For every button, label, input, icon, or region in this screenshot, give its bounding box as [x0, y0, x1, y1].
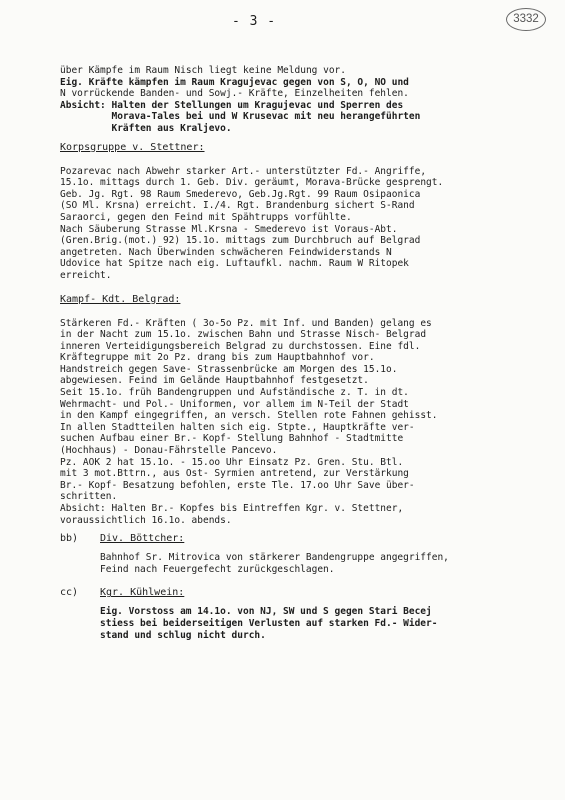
kampf-line: mit 3 mot.Bttrn., aus Ost- Syrmien antretend, zur Verstärkung	[60, 468, 409, 480]
kampf-line: Stärkeren Fd.- Kräften ( 3o-5o Pz. mit Inf. und Banden) gelang es	[60, 317, 432, 329]
intro-line: über Kämpfe im Raum Nisch liegt keine Meldung vor.	[60, 65, 346, 76]
boettcher-section	[60, 552, 560, 575]
kampf-line: Kräftegruppe mit 2o Pz. drang bis zum Hauptbahnhof vor.	[60, 352, 375, 364]
boettcher-line: Bahnhof Sr. Mitrovica von stärkerer Bandengruppe angegriffen,	[100, 552, 449, 564]
korps-line: Udovice hat Spitze nach eig. Luftaufkl. nachm. Raum W Ritopek	[60, 258, 409, 270]
kampf-line: (Hochhaus) - Donau-Fährstelle Pancevo.	[60, 445, 278, 457]
korps-section	[60, 166, 560, 282]
intro-line: N vorrückende Banden- und Sowj.- Kräfte, Einzelheiten fehlen.	[60, 88, 409, 100]
boettcher-heading: Div. Böttcher:	[100, 533, 185, 545]
kampf-line: abgewiesen. Feind im Gelände Hauptbahnhof festgesetzt.	[60, 375, 369, 387]
korps-line: (SO Ml. Krsna) erreicht. I./4. Rgt. Brandenburg sichert S-Rand	[60, 200, 415, 212]
kampf-line: suchen Aufbau einer Br.- Kopf- Stellung Bahnhof - Stadtmitte	[60, 433, 404, 445]
intro-line: Absicht: Halten der Stellungen um Kragujevac und Sperren des	[60, 99, 404, 111]
boettcher-heading-row	[60, 533, 560, 545]
korps-heading: Korpsgruppe v. Stettner:	[60, 141, 205, 153]
korps-line: 15.1o. mittags durch 1. Geb. Div. geräumt, Morava-Brücke gesprengt.	[60, 177, 444, 189]
kuehlwein-line: stand und schlug nicht durch.	[100, 629, 266, 641]
kampf-line: Br.- Kopf- Besatzung befohlen, erste Tle. 17.oo Uhr Save über-	[60, 479, 415, 491]
kampf-heading: Kampf- Kdt. Belgrad:	[60, 293, 181, 305]
korps-line: (Gren.Brig.(mot.) 92) 15.1o. mittags zum Durchbruch auf Belgrad	[60, 235, 421, 247]
kuehlwein-line: Eig. Vorstoss am 14.1o. von NJ, SW und S gegen Stari Becej	[100, 606, 432, 618]
intro-line: Morava-Tales bei und W Krusevac mit neu herangeführten	[60, 111, 421, 123]
korps-line: erreicht.	[60, 269, 112, 281]
korps-line: Geb. Jg. Rgt. 98 Raum Smederevo, Geb.Jg.Rgt. 99 Raum Osipaonica	[60, 188, 421, 200]
intro-section	[60, 65, 560, 135]
kampf-line: Seit 15.1o. früh Bandengruppen und Aufständische z. T. in dt.	[60, 387, 409, 399]
boettcher-label: bb)	[60, 533, 79, 545]
kampf-line: Handstreich gegen Save- Strassenbrücke am Morgen des 15.1o.	[60, 363, 398, 375]
kuehlwein-section	[60, 606, 560, 641]
document-body	[60, 65, 560, 641]
kuehlwein-heading: Kgr. Kühlwein:	[100, 587, 185, 599]
kampf-line: inneren Verteidigungsbereich Belgrad zu durchstossen. Eine fdl.	[60, 340, 421, 352]
boettcher-line: Feind nach Feuergefecht zurückgeschlagen.	[100, 563, 335, 575]
kampf-line: schritten.	[60, 491, 118, 503]
kampf-line: in der Nacht zum 15.1o. zwischen Bahn und Strasse Nisch- Belgrad	[60, 329, 427, 341]
kampf-line: voraussichtlich 16.1o. abends.	[60, 514, 232, 526]
archive-stamp: 3332	[506, 8, 546, 31]
kampf-line: In allen Stadtteilen halten sich eig. Stpte., Hauptkräfte ver-	[60, 421, 415, 433]
korps-line: Saraorci, gegen den Feind mit Spähtrupps vorfühlte.	[60, 211, 352, 223]
kampf-line: in den Kampf eingegriffen, an versch. Stellen rote Fahnen gehisst.	[60, 410, 438, 422]
intro-line: Eig. Kräfte kämpfen im Raum Kragujevac gegen von S, O, NO und	[60, 76, 409, 88]
kampf-section	[60, 318, 560, 527]
korps-line: angetreten. Nach Überwinden schwächeren Feindwiderstands N	[60, 246, 392, 258]
kuehlwein-label: cc)	[60, 587, 79, 599]
korps-line: Pozarevac nach Abwehr starker Art.- unterstützter Fd.- Angriffe,	[60, 165, 427, 177]
kampf-line: Pz. AOK 2 hat 15.1o. - 15.oo Uhr Einsatz Pz. Gren. Stu. Btl.	[60, 456, 404, 468]
korps-line: Nach Säuberung Strasse Ml.Krsna - Smederevo ist Voraus-Abt.	[60, 223, 398, 235]
page-number: - 3 -	[232, 14, 277, 29]
kuehlwein-heading-row	[60, 587, 560, 599]
kampf-line: Absicht: Halten Br.- Kopfes bis Eintreffen Kgr. v. Stettner,	[60, 503, 404, 514]
intro-line: Kräften aus Kraljevo.	[60, 122, 232, 134]
kuehlwein-line: stiess bei beiderseitigen Verlusten auf starken Fd.- Wider-	[100, 617, 438, 629]
kampf-line: Wehrmacht- und Pol.- Uniformen, vor allem im N-Teil der Stadt	[60, 398, 409, 410]
